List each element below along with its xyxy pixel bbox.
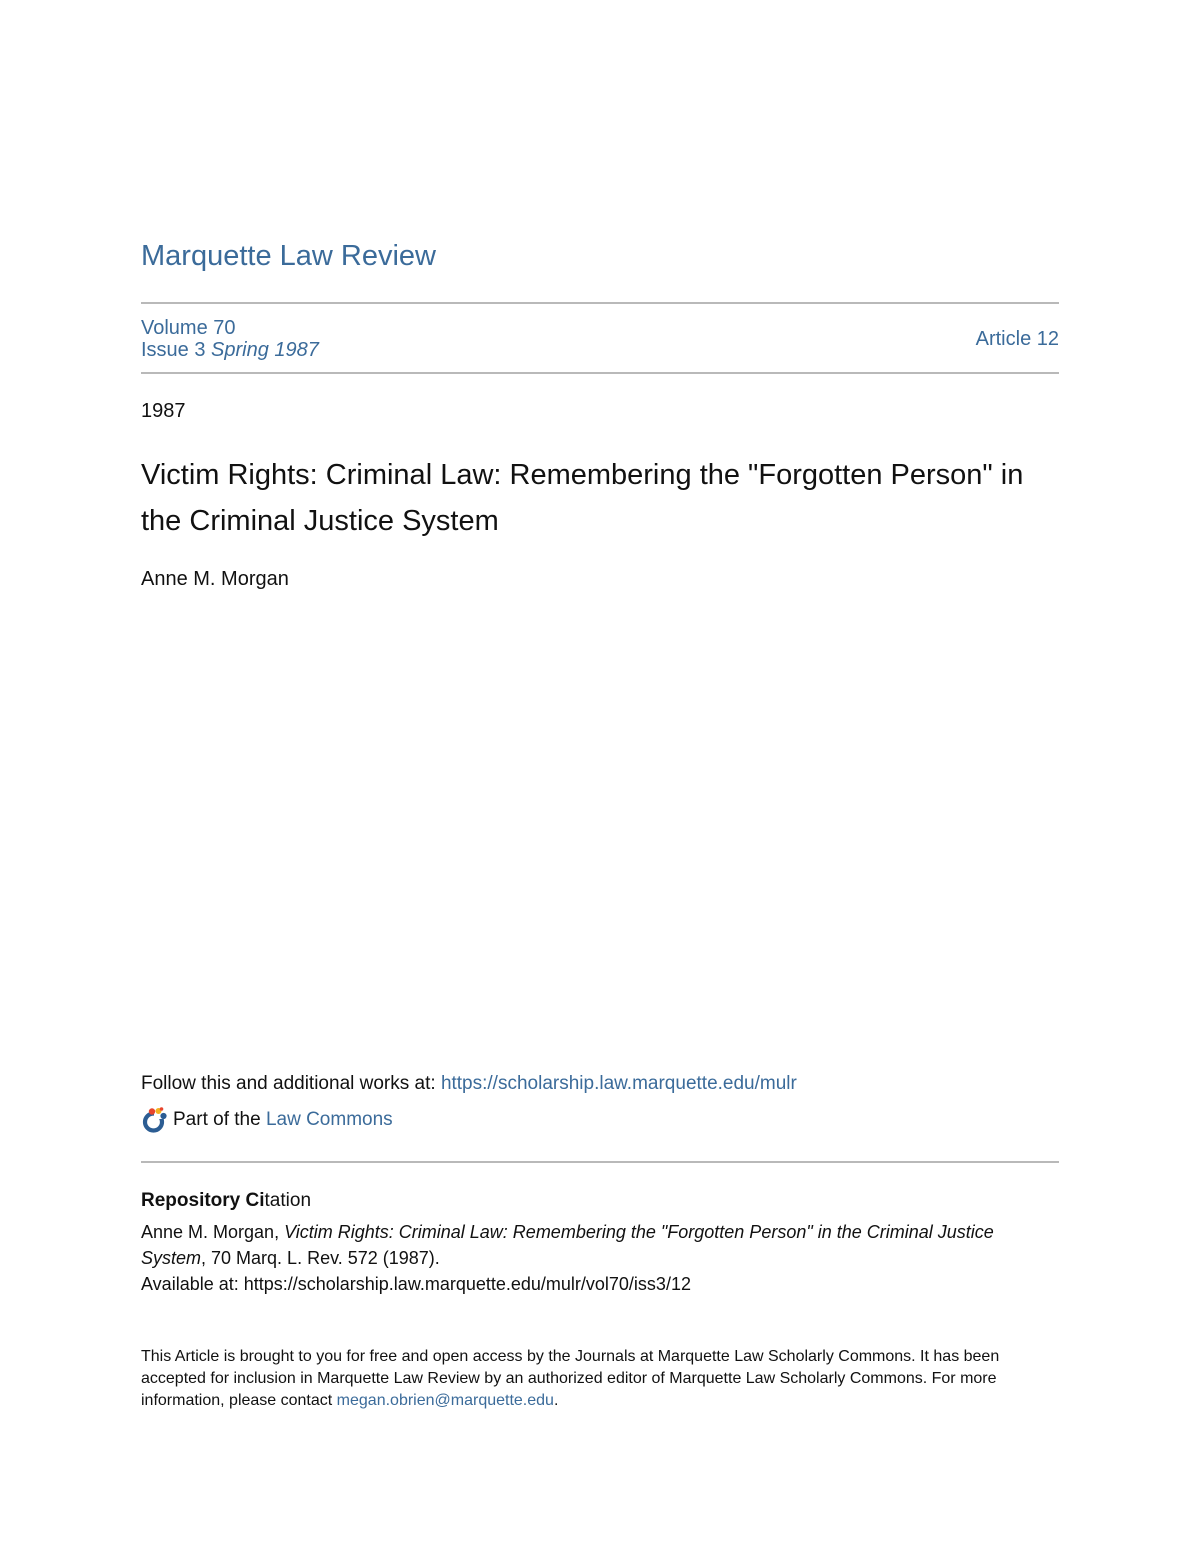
law-commons-link[interactable]: Law Commons	[265, 1109, 393, 1130]
citation-heading-rest: tation	[264, 1190, 312, 1211]
citation-available-at: Available at: https://scholarship.law.marquette.edu/mulr/vol70/iss3/12	[141, 1274, 691, 1294]
collection-url-link[interactable]: https://scholarship.law.marquette.edu/mulr	[440, 1073, 797, 1094]
repository-citation-heading	[141, 1190, 311, 1212]
divider-top	[141, 302, 1059, 304]
access-note	[141, 1346, 1041, 1412]
article-number-link[interactable]: Article 12	[975, 328, 1059, 350]
citation-title: Victim Rights: Criminal Law: Remembering the "Forgotten Person" in the Criminal Justice System	[141, 1222, 994, 1268]
follow-line	[141, 1073, 797, 1095]
author-name: Anne M. Morgan	[141, 568, 289, 590]
follow-prefix: Follow this and additional works at:	[141, 1073, 441, 1094]
journal-title-link[interactable]: Marquette Law Review	[141, 240, 436, 272]
part-of-line	[141, 1106, 393, 1134]
volume-link[interactable]: Volume 70	[141, 317, 236, 339]
issue-number: Issue 3	[141, 339, 206, 361]
issue-date: Spring 1987	[211, 339, 319, 361]
divider-middle	[141, 372, 1059, 374]
issue-link[interactable]	[141, 339, 319, 361]
contact-email-link[interactable]: megan.obrien@marquette.edu	[336, 1392, 554, 1409]
access-note-end: .	[553, 1392, 559, 1409]
citation-author: Anne M. Morgan,	[141, 1222, 285, 1242]
access-note-text: This Article is brought to you for free and open access by the Journals at Marquette Law Scholarly Commons. It has been accepted for inclusion in Marquette Law Review by an authorized editor of Marquette Law Scholarly Commons. For more information, please contact	[141, 1348, 1000, 1409]
part-of-prefix: Part of the	[173, 1109, 266, 1130]
digital-commons-network-icon	[141, 1106, 169, 1134]
article-title: Victim Rights: Criminal Law: Remembering the "Forgotten Person" in the Criminal Justice System	[141, 459, 1024, 537]
citation-body	[141, 1219, 1041, 1297]
volume-issue-block	[141, 317, 319, 361]
citation-heading-bold: Repository Ci	[141, 1190, 265, 1211]
publication-year: 1987	[141, 400, 186, 422]
citation-suffix: , 70 Marq. L. Rev. 572 (1987).	[201, 1248, 440, 1268]
divider-bottom	[141, 1161, 1059, 1163]
